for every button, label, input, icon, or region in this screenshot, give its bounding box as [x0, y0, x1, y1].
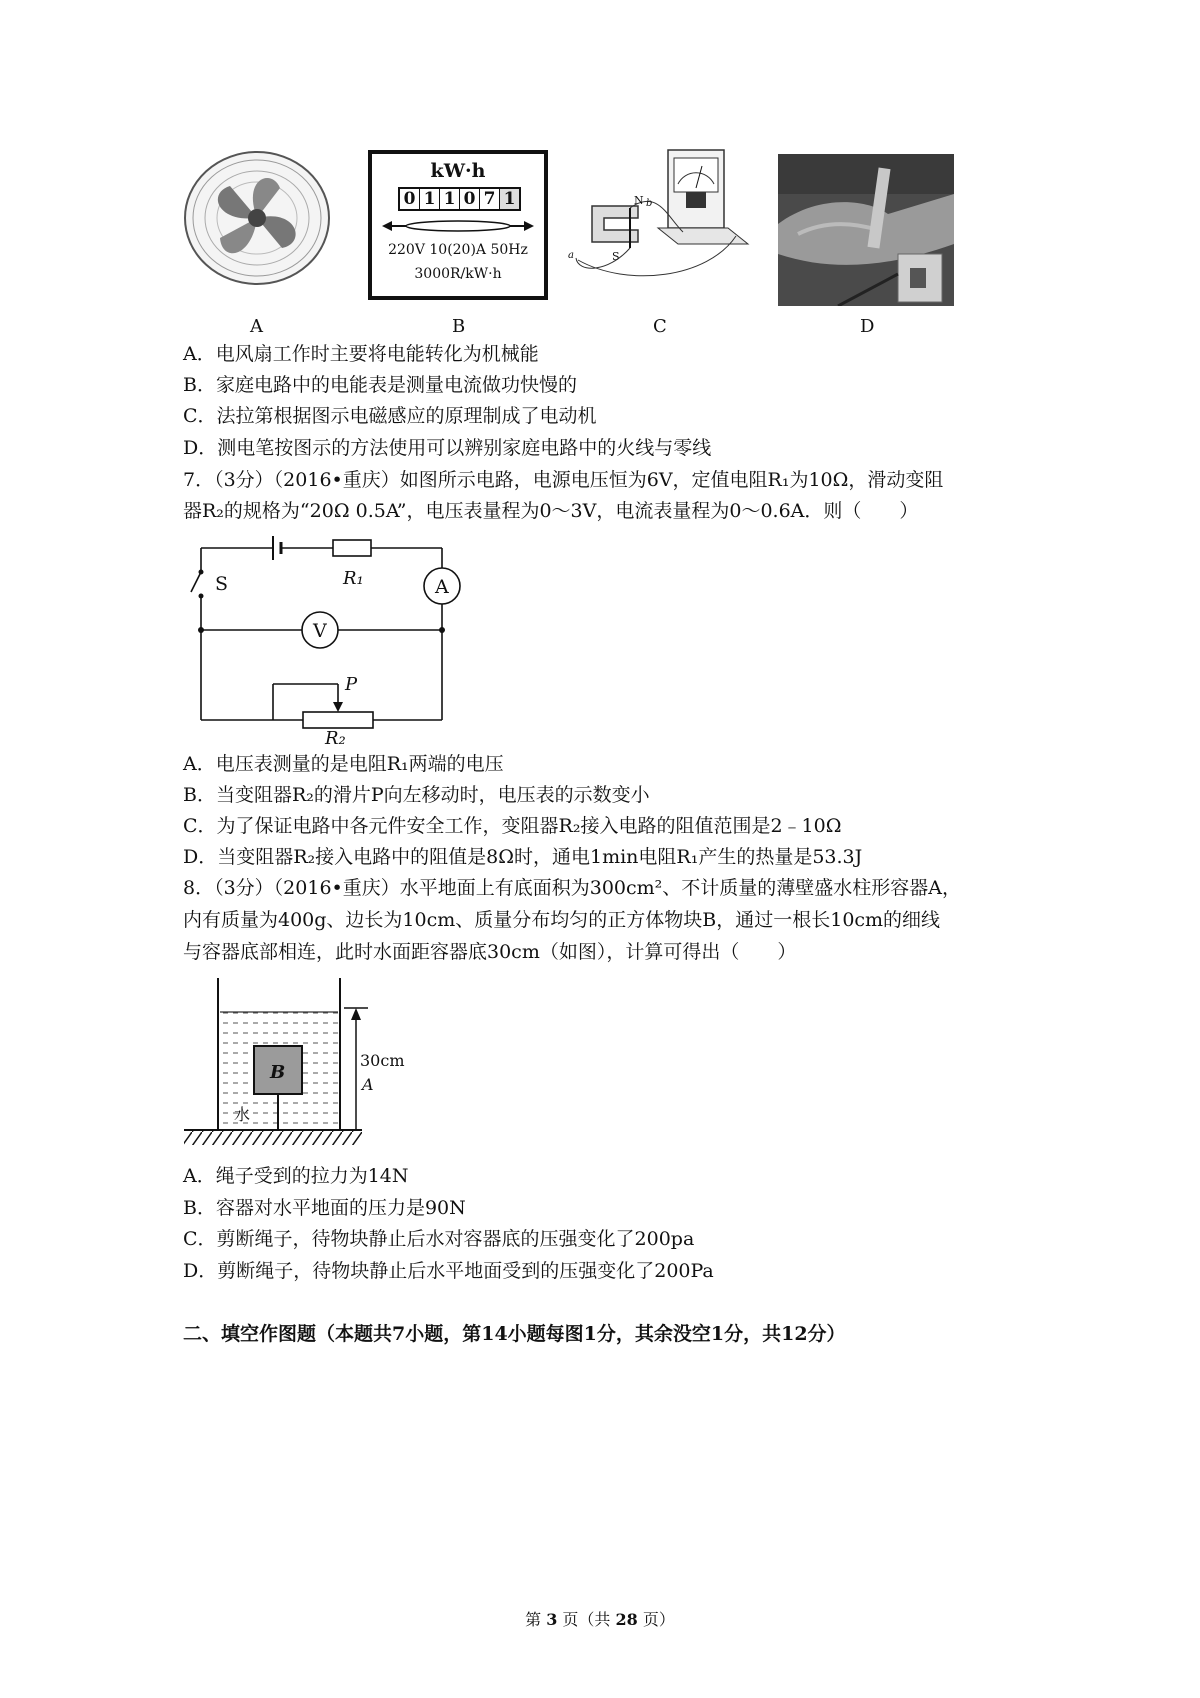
- r1-label: R₁: [343, 568, 364, 589]
- q8-option-a: A．绳子受到的拉力为14N: [183, 1165, 409, 1187]
- q7-option-a: A．电压表测量的是电阻R₁两端的电压: [183, 753, 504, 775]
- figure-label-d: D: [860, 316, 875, 337]
- footer-suffix: 页）: [642, 1610, 675, 1629]
- test-pen-photo: [778, 154, 954, 306]
- switch-label: S: [215, 573, 229, 595]
- footer-total-pages: 28: [615, 1610, 638, 1629]
- meter-digit: 1: [440, 189, 460, 209]
- q8-stem-line2: 内有质量为400g、边长为10cm、质量分布均匀的正方体物块B，通过一根长10cm的细线: [183, 909, 941, 931]
- ammeter-label: A: [435, 576, 449, 598]
- container-a-label: A: [362, 1075, 374, 1094]
- q6-option-b: B．家庭电路中的电能表是测量电流做功快慢的: [183, 374, 577, 396]
- meter-digit: 0: [400, 189, 420, 209]
- q6-option-a: A．电风扇工作时主要将电能转化为机械能: [183, 343, 539, 365]
- q7-stem-line2: 器R₂的规格为“20Ω 0.5A”，电压表量程为0～3V，电流表量程为0～0.6A．则（ ）: [183, 500, 919, 522]
- section-2-heading: 二、填空作图题（本题共7小题，第14小题每图1分，其余没空1分，共12分）: [183, 1323, 846, 1345]
- meter-spec-line1: 220V 10(20)A 50Hz: [388, 242, 528, 258]
- figure-label-b: B: [452, 316, 466, 337]
- meter-disc-icon: [382, 216, 534, 236]
- q8-option-c: C．剪断绳子，待物块静止后水对容器底的压强变化了200pa: [183, 1228, 695, 1250]
- q7-stem-line1: 7．（3分）（2016•重庆）如图所示电路，电源电压恒为6V，定值电阻R₁为10Ω，滑动变阻: [183, 469, 944, 491]
- wire-a-label: a: [568, 250, 574, 261]
- footer-middle: 页（共: [562, 1610, 611, 1629]
- q8-stem-line3: 与容器底部相连，此时水面距容器底30cm（如图），计算可得出（ ）: [183, 941, 797, 963]
- magnet-n-label: N: [634, 194, 644, 207]
- q6-option-c: C．法拉第根据图示电磁感应的原理制成了电动机: [183, 405, 597, 427]
- figure-label-c: C: [653, 316, 667, 337]
- footer-prefix: 第: [525, 1610, 542, 1629]
- height-label: 30cm: [360, 1051, 405, 1070]
- figure-label-a: A: [250, 316, 263, 337]
- q7-option-d: D．当变阻器R₂接入电路中的阻值是8Ω时，通电1min电阻R₁产生的热量是53.3J: [183, 846, 863, 868]
- wire-b-label: b: [646, 198, 653, 209]
- meter-digit: 7: [480, 189, 500, 209]
- q7-circuit-diagram: [185, 528, 475, 744]
- q8-stem-line1: 8．（3分）（2016•重庆）水平地面上有底面积为300cm²、不计质量的薄壁盛水柱形容器A，: [183, 877, 962, 899]
- q8-option-d: D．剪断绳子，待物块静止后水平地面受到的压强变化了200Pa: [183, 1260, 714, 1282]
- footer-page-number: 3: [546, 1610, 558, 1629]
- q7-option-b: B．当变阻器R₂的滑片P向左移动时，电压表的示数变小: [183, 784, 650, 806]
- q6-option-d: D．测电笔按图示的方法使用可以辨别家庭电路中的火线与零线: [183, 437, 712, 459]
- meter-digit: 1: [420, 189, 440, 209]
- meter-spec-line2: 3000R/kW·h: [414, 266, 502, 282]
- r2-label: R₂: [325, 728, 346, 744]
- meter-digits: [398, 187, 521, 211]
- q8-option-b: B．容器对水平地面的压力是90N: [183, 1197, 466, 1219]
- slider-p-label: P: [345, 674, 358, 695]
- electric-meter-figure: [368, 150, 548, 300]
- meter-digit: 1: [500, 189, 519, 209]
- meter-digit: 0: [460, 189, 480, 209]
- block-b-label: B: [270, 1062, 286, 1083]
- voltmeter-label: V: [313, 620, 327, 642]
- page-footer: [0, 1607, 1200, 1630]
- q8-container-figure: [182, 978, 422, 1154]
- electric-fan-figure: [182, 148, 332, 288]
- water-label: 水: [234, 1105, 251, 1124]
- electromagnetic-induction-figure: [568, 148, 756, 290]
- meter-unit: kW·h: [430, 160, 486, 182]
- magnet-s-label: S: [612, 250, 620, 263]
- q7-option-c: C．为了保证电路中各元件安全工作，变阻器R₂接入电路的阻值范围是2﹣10Ω: [183, 815, 842, 837]
